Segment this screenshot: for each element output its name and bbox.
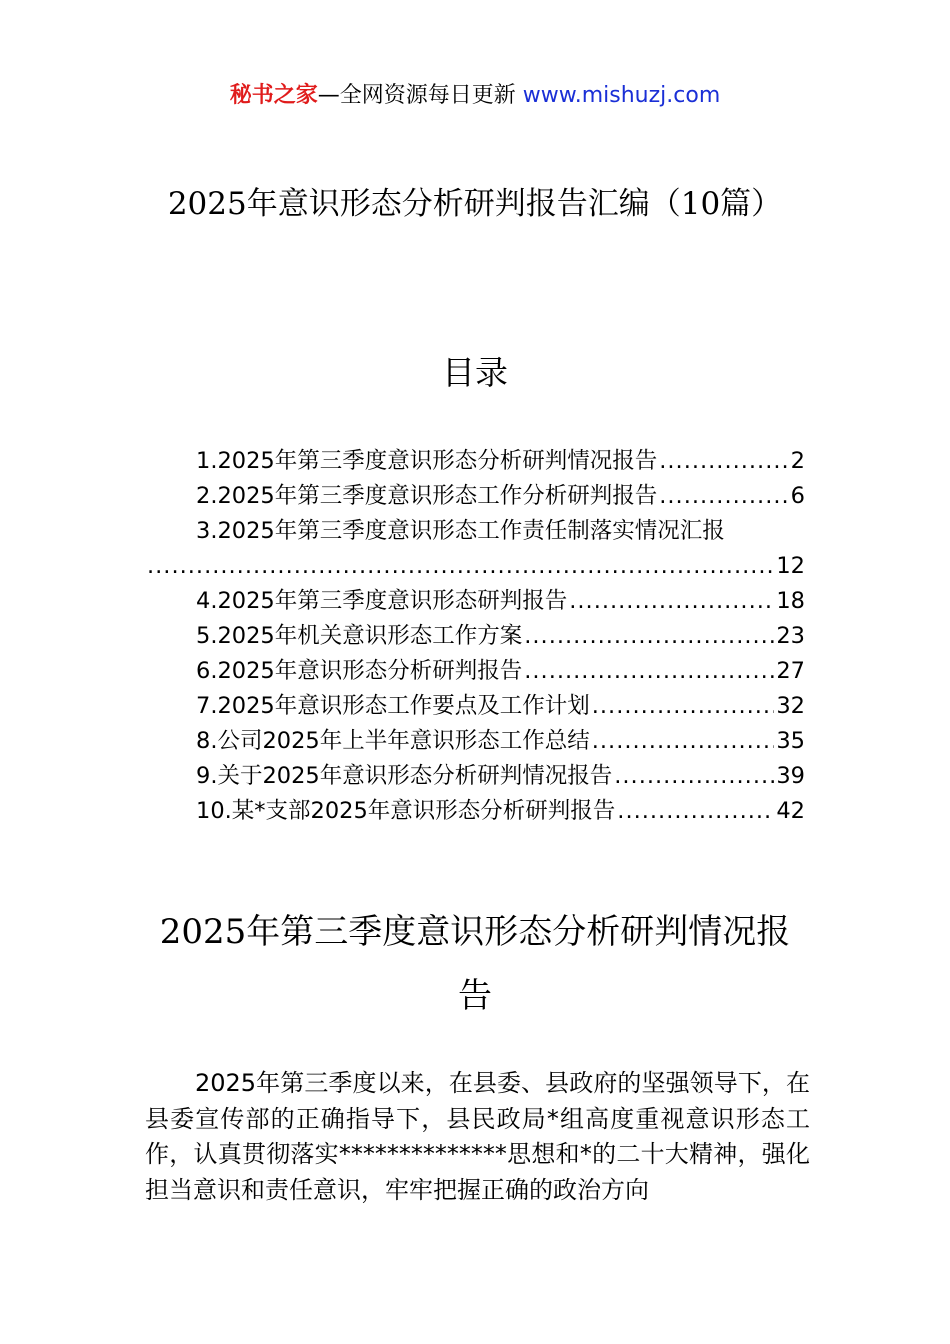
site-url-link[interactable]: www.mishuzj.com: [522, 83, 721, 108]
body-paragraph: 2025年第三季度以来，在县委、县政府的坚强领导下，在县委宣传部的正确指导下，县民政局*组高度重视意识形态工作，认真贯彻落实**************思想和*的二十大精神，强化担当意识和责任意识，牢牢把握正确的政治方向: [145, 1069, 810, 1204]
toc-dot-leader: [524, 654, 774, 689]
toc-dot-leader: [592, 724, 775, 759]
toc-item[interactable]: [145, 479, 805, 514]
toc-item-title: 9.关于2025年意识形态分析研判情况报告: [196, 763, 613, 789]
toc-item[interactable]: [145, 444, 805, 479]
toc-item-title: 2.2025年第三季度意识形态工作分析研判报告: [196, 483, 658, 509]
toc-item-page: 23: [776, 623, 805, 649]
toc-item-page: 12: [776, 553, 805, 579]
toc-item[interactable]: [145, 724, 805, 759]
toc-item-title: 5.2025年机关意识形态工作方案: [196, 623, 523, 649]
toc-dot-leader: [592, 689, 775, 724]
toc-item[interactable]: [145, 584, 805, 619]
toc-item-title: 6.2025年意识形态分析研判报告: [196, 658, 523, 684]
toc-item-page: 6: [790, 483, 805, 509]
toc-item-continuation: [145, 549, 805, 584]
toc-item[interactable]: [145, 619, 805, 654]
toc-item-title: 3.2025年第三季度意识形态工作责任制落实情况汇报: [196, 518, 725, 544]
site-slogan: —全网资源每日更新: [317, 83, 523, 108]
document-title: 2025年意识形态分析研判报告汇编（10篇）: [167, 186, 783, 222]
toc-dot-leader: [617, 794, 774, 829]
toc-item-page: 18: [776, 588, 805, 614]
toc-item-title: 10.某*支部2025年意识形态分析研判报告: [196, 798, 616, 824]
toc-item[interactable]: [145, 654, 805, 689]
table-of-contents: [145, 444, 805, 829]
toc-item-page: 2: [790, 448, 805, 474]
toc-heading: 目录: [442, 353, 508, 392]
brand-name: 秘书之家: [229, 83, 318, 108]
toc-dot-leader: [659, 444, 788, 479]
toc-item[interactable]: [145, 794, 805, 829]
toc-dot-leader: [659, 479, 788, 514]
toc-item[interactable]: [145, 689, 805, 724]
toc-item-page: 27: [776, 658, 805, 684]
toc-item-title: 1.2025年第三季度意识形态分析研判情况报告: [196, 448, 658, 474]
toc-dot-leader: [524, 619, 774, 654]
toc-item-page: 39: [776, 763, 805, 789]
toc-dot-leader: [614, 759, 774, 794]
site-header: [0, 80, 950, 112]
toc-item-page: 35: [776, 728, 805, 754]
toc-dot-leader: [569, 584, 774, 619]
section-title: 2025年第三季度意识形态分析研判情况报告: [159, 912, 791, 1016]
toc-item-title: 7.2025年意识形态工作要点及工作计划: [196, 693, 590, 719]
toc-item-title: 8.公司2025年上半年意识形态工作总结: [196, 728, 590, 754]
toc-item-page: 42: [776, 798, 805, 824]
toc-item-title: 4.2025年第三季度意识形态研判报告: [196, 588, 568, 614]
toc-dot-leader: [147, 549, 774, 584]
toc-item[interactable]: [145, 514, 805, 584]
toc-item[interactable]: [145, 759, 805, 794]
toc-item-page: 32: [776, 693, 805, 719]
